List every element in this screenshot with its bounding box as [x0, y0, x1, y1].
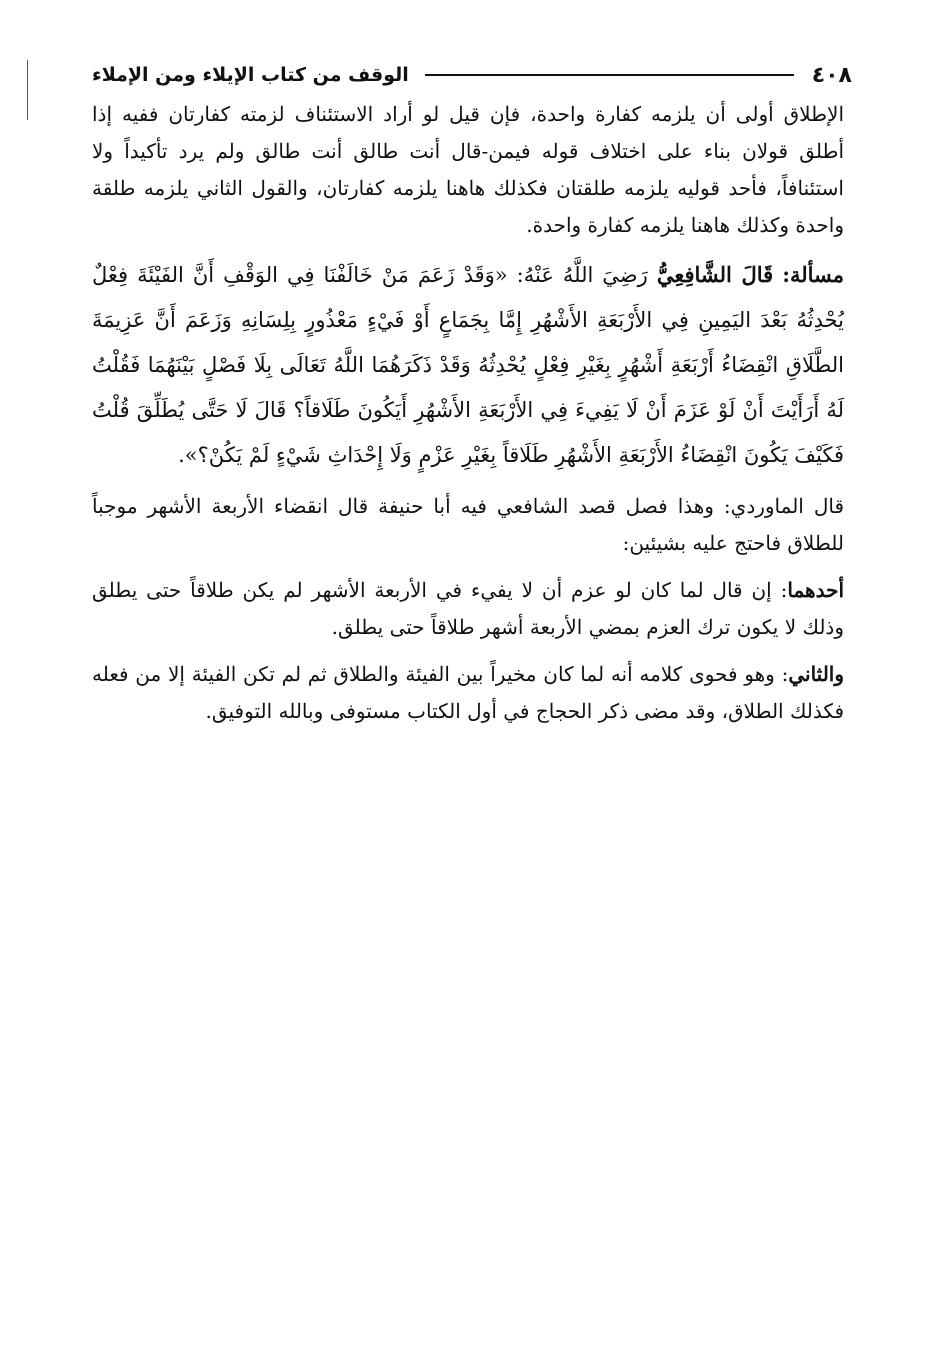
- running-title: الوقف من كتاب الإيلاء ومن الإملاء: [92, 64, 409, 86]
- page-number: ٤٠٨: [811, 62, 852, 88]
- paragraph-mawardi: قال الماوردي: وهذا فصل قصد الشافعي فيه أبا حنيفة قال انقضاء الأربعة الأشهر موجباً للطلاق فاحتج عليه بشيئين:: [92, 494, 844, 555]
- margin-rule: [27, 60, 28, 120]
- masala-paragraph: [92, 252, 844, 478]
- second-argument-label: والثاني: [788, 662, 845, 686]
- paragraph-intro: الإطلاق أولى أن يلزمه كفارة واحدة، فإن قيل لو أراد الاستئناف لزمته كفارتان ففيه إذا أطلق قولان بناء على اختلاف قوله فيمن-قال أنت طالق أنت طالق ولم يرد تأكيداً ولا استئنافاً، فأحد قوليه يلزمه طلقتان فكذلك هاهنا يلزمه كفارتان، والقول الثاني يلزمه طلقة واحدة وكذلك هاهنا يلزمه كفارة واحدة.: [92, 102, 844, 237]
- masala-text: رَضِيَ اللَّهُ عَنْهُ: «وَقَدْ زَعَمَ مَنْ خَالَفْنَا فِي الوَقْفِ أَنَّ الفَيْئَةَ فِعْلٌ يُحْدِثُهُ بَعْدَ اليَمِينِ فِي الأَرْبَعَةِ الأَشْهُرِ إِمَّا بِجَمَاعٍ أَوْ فَيْءٍ مَعْذُورٍ بِلِسَانِهِ وَزَعَمَ أَنَّ عَزِيمَةَ الطَّلَاقِ انْقِضَاءُ أَرْبَعَةِ أَشْهُرٍ بِغَيْرِ فِعْلٍ يُحْدِثُهُ وَقَدْ ذَكَرَهُمَا اللَّهُ تَعَالَى بِلَا فَصْلٍ بَيْنَهُمَا فَقُلْتُ لَهُ أَرَأَيْتَ أَنْ لَوْ عَزَمَ أَنْ لَا يَفِيءَ فِي الأَرْبَعَةِ الأَشْهُرِ أَيَكُونَ طَلَاقاً؟ قَالَ لَا حَتَّى يُطَلِّقَ قُلْتُ فَكَيْفَ يَكُونَ انْقِضَاءُ الأَرْبَعَةِ الأَشْهُرِ طَلَاقاً بِغَيْرِ عَزْمٍ وَلَا إِحْدَاثِ شَيْءٍ لَمْ يَكُنْ؟».: [92, 263, 845, 467]
- header-rule: [425, 74, 794, 76]
- page-body: [92, 96, 844, 730]
- paragraph-second-argument: [92, 656, 844, 730]
- second-argument-text: : وهو فحوى كلامه أنه لما كان مخيراً بين الفيئة والطلاق ثم لم تكن الفيئة إلا من فعله فكذلك الطلاق، وقد مضى ذكر الحجاج في أول الكتاب مستوفى وبالله التوفيق.: [92, 662, 844, 723]
- page-header: [92, 58, 852, 92]
- first-argument-text: : إن قال لما كان لو عزم أن لا يفيء في الأربعة الأشهر لم يكن طلاقاً حتى يطلق وذلك لا يكون ترك العزم بمضي الأربعة أشهر طلاقاً حتى يطلق.: [92, 578, 844, 639]
- masala-speaker: قَالَ الشَّافِعِيُّ: [656, 262, 774, 287]
- paragraph-first-argument: [92, 572, 844, 646]
- masala-label: مسألة:: [782, 262, 845, 287]
- first-argument-label: أحدهما: [787, 578, 844, 602]
